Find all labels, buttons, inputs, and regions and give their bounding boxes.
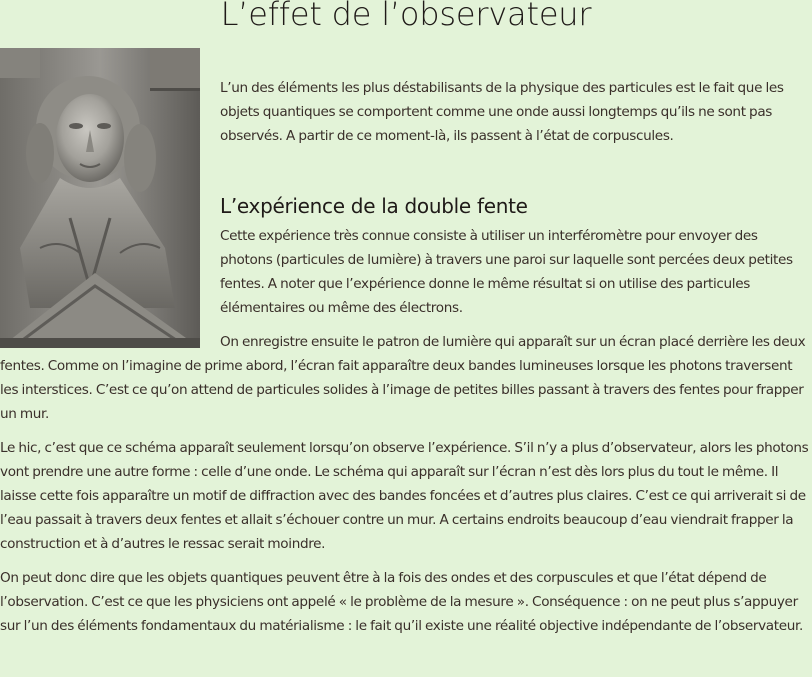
body-paragraph: Cette expérience très connue consiste à utiliser un interféromètre pour envoyer des photons (particules de lumière) à travers une paroi sur laquelle sont percées deux petites fentes. A noter que l’expérience donne le même résultat si on utilise des particules élémentaires ou même des électrons. <box>220 228 793 316</box>
body-paragraph: Le hic, c’est que ce schéma apparaît seulement lorsqu’on observe l’expérience. S’il n’y a plus d’observateur, alors les photons vont prendre une autre forme : celle d’une onde. Le schéma qui apparaît sur l’écran n’est dès lors plus du tout le même. Il laisse cette fois apparaître un motif de diffraction avec des bandes foncées et d’autres plus claires. C’est ce qui arriverait si de l’eau passait à travers deux fentes et allait s’échouer contre un mur. A certains endroits beaucoup d’eau viendrait frapper la construction et à d’autres le ressac serait moindre. <box>0 440 809 552</box>
statue-illustration <box>0 48 200 348</box>
body-paragraph: On peut donc dire que les objets quantiques peuvent être à la fois des ondes et des corpuscules et que l’état dépend de l’observation. C’est ce que les physiciens ont appelé « le problème de la mesure ». Conséquence : on ne peut plus s’appuyer sur l’un des éléments fondamentaux du matérialisme : le fait qu’il existe une réalité objective indépendante de l’observateur. <box>0 570 804 634</box>
page-title: L’effet de l’observateur <box>220 0 592 33</box>
section-heading: L’expérience de la double fente <box>220 194 528 218</box>
body-paragraph: On enregistre ensuite le patron de lumière qui apparaît sur un écran placé derrière les deux fentes. Comme on l’imagine de prime abord, l’écran fait apparaître deux bandes lumineuses lorsque les photons traversent les interstices. C’est ce qu’on attend de particules solides à l’image de petites billes passant à travers des fentes pour frapper un mur. <box>0 334 806 422</box>
article-content <box>0 48 812 648</box>
stone-statue-photo <box>0 48 200 348</box>
intro-paragraph: L’un des éléments les plus déstabilisants de la physique des particules est le fait que les objets quantiques se comportent comme une onde aussi longtemps qu’ils ne sont pas observés. A partir de ce moment-là, ils passent à l’état de corpuscules. <box>220 80 784 144</box>
